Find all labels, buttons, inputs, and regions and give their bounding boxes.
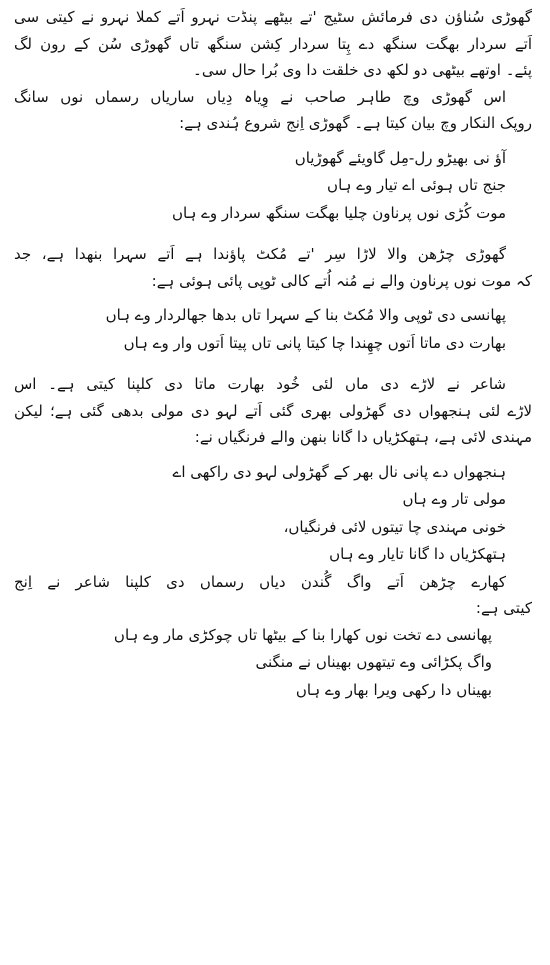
text-line: شاعر نے لاڑے دی ماں لئی خُود بھارت ماتا دی کلپنا کیتی ہے۔ اس xyxy=(14,375,506,393)
text-line: روپک النکار وچ بیان کیتا ہے۔ گھوڑی اِنج شروع ہُندی ہے: xyxy=(179,114,532,132)
verse-block xyxy=(14,145,536,228)
text-line: گھوڑی چڑھن والا لاڑا سِر 'تے مُکٹ پاؤندا ہے اَتے سہرا بنھدا ہے، جد xyxy=(14,245,506,263)
verse-line: بھارت دی ماتا اَتوں چھِندا چا کیتا پانی تاں پیتا اَتوں وار وے ہاں xyxy=(123,333,506,352)
text-line: مہندی لائی ہے، ہتھکڑیاں دا گانا بنھن والے فرنگیاں نے: xyxy=(194,428,532,446)
verse-block xyxy=(14,622,536,705)
text-line: کہ موت نوں پرناون والے نے مُنہ اُتے کالی ٹوپی پائی ہوئی ہے: xyxy=(151,271,532,290)
groom-paragraph xyxy=(14,241,536,294)
verse-line: پھانسی دی ٹوپی والا مُکٹ بنا کے سہرا تاں بدھا جھالردار وے ہاں xyxy=(105,306,506,324)
verse-line: پھانسی دے تخت نوں کھارا بنا کے بیٹھا تاں چوکڑی مار وے ہاں xyxy=(113,625,492,644)
verse-line: واگ پکڑائی وے تیتھوں بھیناں نے منگنی xyxy=(255,653,492,671)
verse-line: بھیناں دا رکھی ویرا بھار وے ہاں xyxy=(295,680,492,699)
verse-line: مولی تار وے ہاں xyxy=(402,490,506,508)
verse-line: ہنجھواں دے پانی نال بھر کے گھڑولی لہو دی راکھی اے xyxy=(172,462,506,481)
text-line: اس گھوڑی وچ طاہر صاحب نے وِیاہ دِیاں ساریاں رسماں نوں سانگ xyxy=(14,87,506,106)
verse-block xyxy=(14,459,536,569)
verse-line: خونی مہندی چا تیتوں لائی فرنگیاں، xyxy=(283,517,506,536)
verse-line: ہتھکڑیاں دا گانا تایار وے ہاں xyxy=(329,545,506,563)
text-line: کیتی ہے: xyxy=(475,599,532,617)
verse-line: موت کُڑی نوں پرناون چلیا بھگت سنگھ سردار وے ہاں xyxy=(171,203,506,222)
mother-paragraph xyxy=(14,371,536,451)
text-line: لاڑے لئی ہنجھواں دی گھڑولی بھری گئی اَتے لہو دی مولی بدھی گئی ہے؛ لیکن xyxy=(14,401,532,420)
intro-paragraph xyxy=(14,4,536,84)
text-line: اَتے سردار بھگت سنگھ دے پِتا سردار کِشن سنگھ تاں گھوڑی سُن کے رون لگ xyxy=(14,34,532,53)
text-line: پئے۔ اوتھے بیٹھی دو لکھ دی خلقت دا وی بُرا حال سی۔ xyxy=(193,61,532,79)
description-paragraph xyxy=(14,84,536,137)
text-line: کھارے چڑھن اَتے واگ گُندن دیاں رسماں دی کلپنا شاعر نے اِنج xyxy=(14,572,506,591)
verse-line: جنج تاں ہوئی اے تیار وے ہاں xyxy=(327,176,506,194)
verse-block xyxy=(14,302,536,357)
ritual-paragraph xyxy=(14,569,536,622)
text-line: گھوڑی سُناؤن دی فرمائش سٹیج 'تے بیٹھے پنڈت نہرو اَتے کملا نہرو نے کیتی سی xyxy=(14,8,532,26)
verse-line: آؤ نی بھیڑو رل-مِل گاویئے گھوڑیاں xyxy=(294,148,506,167)
